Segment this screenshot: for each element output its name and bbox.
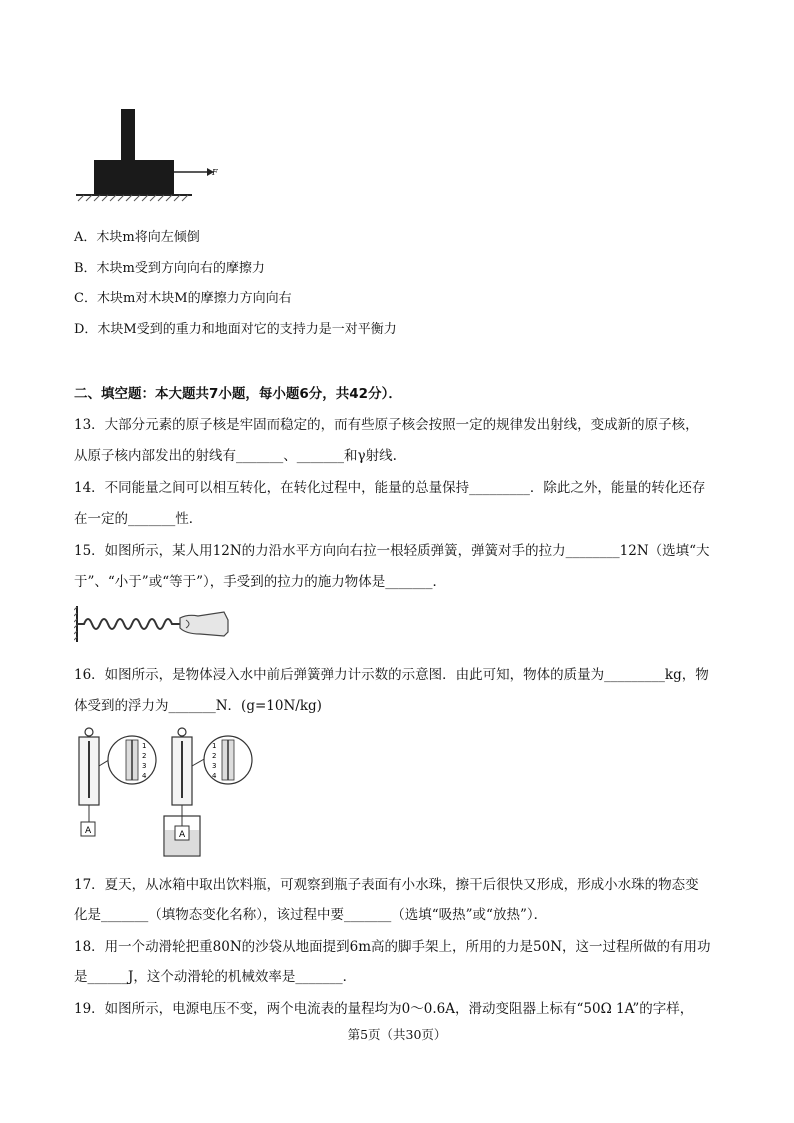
q19-line1: 19．如图所示，电源电压不变，两个电流表的量程均为0～0.6A，滑动变阻器上标有“50Ω 1A”的字样， [74, 1001, 694, 1017]
q14-line2: 在一定的_______性． [74, 511, 203, 527]
blocks-figure [74, 105, 224, 205]
right-tick-1: 1 [212, 742, 217, 750]
left-tick-2: 2 [142, 752, 147, 760]
q16-line2: 体受到的浮力为_______N．(g=10N/kg) [74, 698, 322, 714]
left-tick-1: 1 [142, 742, 147, 750]
option-c: C．木块m对木块M的摩擦力方向向右 [74, 291, 292, 306]
q18-line2: 是______J，这个动滑轮的机械效率是_______． [74, 969, 357, 985]
section-heading: 二、填空题：本大题共7小题，每小题6分，共42分）． [74, 386, 402, 402]
page-footer: 第5页（共30页） [347, 1027, 447, 1042]
block-M [94, 160, 174, 194]
hand [180, 612, 228, 636]
left-tick-3: 3 [142, 762, 147, 770]
block-m [121, 109, 135, 161]
spring-scale-figure [72, 726, 258, 862]
q16-line1: 16．如图所示，是物体浸入水中前后弹簧弹力计示数的示意图．由此可知，物体的质量为_________kg，物 [74, 667, 709, 683]
q18-line1: 18．用一个动滑轮把重80N的沙袋从地面提到6m高的脚手架上，所用的力是50N，这一过程所做的有用功 [74, 939, 711, 955]
q17-line2: 化是_______（填物态变化名称），该过程中要_______（选填“吸热”或“放热”）． [74, 907, 548, 923]
spring [77, 619, 180, 629]
right-tick-4: 4 [212, 772, 217, 780]
q17-line1: 17．夏天，从冰箱中取出饮料瓶，可观察到瓶子表面有小水珠，擦干后很快又形成，形成小水珠的物态变 [74, 877, 699, 893]
right-tick-3: 3 [212, 762, 217, 770]
q13-line1: 13．大部分元素的原子核是牢固而稳定的，而有些原子核会按照一定的规律发出射线，变成新的原子核， [74, 417, 699, 433]
q13-line2: 从原子核内部发出的射线有_______、_______和γ射线. [74, 448, 397, 464]
option-a: A．木块m将向左倾倒 [74, 230, 200, 245]
q15-line1: 15．如图所示，某人用12N的力沿水平方向向右拉一根轻质弹簧，弹簧对手的拉力________12N（选填“大 [74, 543, 710, 559]
right-tick-2: 2 [212, 752, 217, 760]
left-tick-4: 4 [142, 772, 147, 780]
right-block-label: A [179, 830, 186, 840]
option-d: D．木块M受到的重力和地面对它的支持力是一对平衡力 [74, 322, 397, 337]
option-b: B．木块m受到方向向右的摩擦力 [74, 261, 265, 276]
force-label: F [212, 168, 218, 177]
q14-line1: 14．不同能量之间可以相互转化，在转化过程中，能量的总量保持_________．除此之外，能量的转化还存 [74, 480, 706, 496]
left-block-label: A [85, 826, 92, 836]
q15-line2: 于”、“小于”或“等于”），手受到的拉力的施力物体是_______． [74, 574, 447, 590]
spring-figure [74, 604, 230, 644]
